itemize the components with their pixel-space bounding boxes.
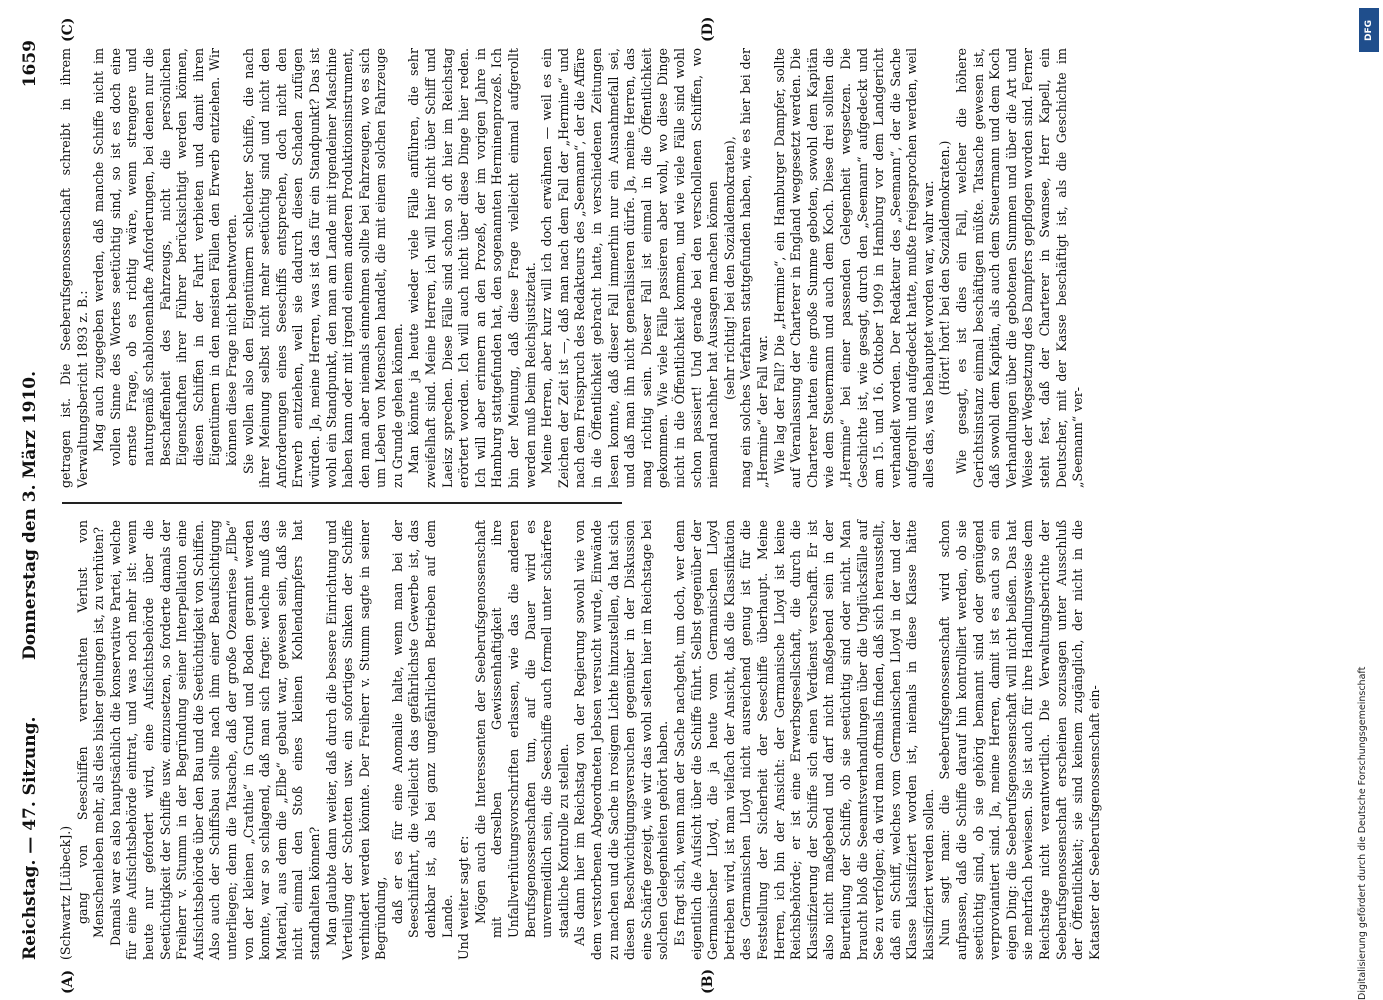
paragraph: (sehr richtig! bei den Sozialdemokraten), — [721, 136, 737, 400]
digitization-note — [1357, 10, 1379, 1000]
paragraph: Als dann hier im Reichstag von der Regierung sowohl wie von dem verstorbenen Abgeordneten Jebsen versucht wurde, Einwände zu machen und die Sache in rosigem Lichte hinzustellen, da hat sich diesen Beschwichtigungsversuchen gegenüber in der Diskussion eine Schärfe gezeigt, wie wir das wohl selten hier im Reichstage bei solchen Gelegenheiten gehört haben. — [572, 520, 671, 960]
margin-mark-a: (A) — [60, 969, 76, 994]
margin-mark-b: (B) — [700, 968, 716, 994]
header-date: Donnerstag den 3. März 1910. — [20, 370, 40, 660]
paragraph: daß er es für eine Anomalie halte, wenn man bei der Seeschiffahrt, die vielleicht das gefährlichste Gewerbe ist, das denkbar ist, als bei ganz ungefährlichen Betrieben auf dem Lande. — [389, 520, 455, 938]
paragraph: Es fragt sich, wenn man der Sache nachgeht, um doch, wer denn eigentlich die Aufsicht über die Schiffe führt. Selbst gegenüber der Germanischer Lloyd, die ja heute vom Germanischen Lloyd betrieben wird, ist man vielfach der Ansicht, daß die Klassifikation des Germanischen Lloyd nicht ausreichend genug ist für die Feststellung der Sicherheit der Seeschiffe überhaupt. Meine Herren, ich bin der Ansicht: der Germanische Lloyd ist keine Reichsbehörde; er ist eine Erwerbsgesellschaft, die durch die Klassifizierung der Schiffe sich einen Verdienst verschafft. Er ist also nicht maßgebend und darf nicht maßgebend sein in der Beurteilung der Schiffe, ob sie seetüchtig sind oder nicht. Man braucht bloß die Seeamtsverhandlungen über die Unglücksfälle auf See zu verfolgen; da wird man oftmals finden, daß sich herausstellt, daß ein Schiff, welches vom Germanischen Lloyd in der und der Klasse klassifiziert worden ist, niemals in diese Klasse hätte klassifiziert werden sollen. — [671, 520, 936, 960]
page-header — [12, 40, 52, 960]
paragraph: Man glaubte dann weiter, daß durch die bessere Einrichtung und Verteilung der Schotten usw. ein sofortiges Sinken der Schiffe verhindert werden könnte. Der Freiherr v. Stumm sagte in seiner Begründung, — [323, 520, 389, 960]
page-number: 1659 — [20, 40, 40, 88]
digitization-text: Digitalisierung gefördert durch die Deutsche Forschungsgemeinschaft — [1357, 666, 1368, 1000]
paragraph: Meine Herren, aber kurz will ich doch erwähnen — weil es ein Zeichen der Zeit ist —, daß man nach dem Fall der „Hermine“ und nach dem Freispruch des Redakteurs des „Seemann“, der die Affäre in die Öffentlichkeit gebracht hatte, in verschiedenen Zeitungen lesen konnte, daß dieser Fall immerhin nur ein Ausnahmefall sei, und daß man ihn nicht generalisieren dürfe. Ja, meine Herren, das mag richtig sein. Dieser Fall ist einmal in die Öffentlichkeit gekommen. Wie viele Fälle passieren aber wohl, wo diese Dinge nicht in die Öffentlichkeit kommen, und wie viele Fälle sind wohl schon passiert! Und gerade bei den verschollenen Schiffen, wo niemand nachher hat Aussagen machen können — [539, 48, 721, 488]
paragraph: Nun sagt man: die Seeberufsgenossenschaft wird schon aufpassen, daß die Schiffe darauf hin kontrolliert werden, ob sie seetüchtig sind, ob sie gehörig bemannt sind oder genügend verproviantiert sind. Ja, meine Herren, damit ist es auch so ein eigen Ding: die Seeberufsgenossenschaft will nicht beißen. Das hat sie mehrfach bewiesen. Sie ist auch für ihre Handlungsweise dem Reichstage nicht verantwortlich. Die Verwaltungsberichte der Seeberufsgenossenschaft erscheinen sozusagen unter Ausschluß der Öffentlichkeit; sie sind keinem zugänglich, der nicht in die Kataster der Seeberufsgenossenschaft ein- — [937, 520, 1102, 960]
dfg-logo: DFG — [1359, 8, 1379, 52]
paragraph: getragen ist. Die Seeberufsgenossenschaft schreibt in ihrem Verwaltungsbericht 1893 z. B.: — [58, 48, 90, 488]
paragraph: Wie lag der Fall? Die „Hermine“, ein Hamburger Dampfer, sollte auf Veranlassung der Charterer in England weggesetzt werden. Die Charterer hatten eine große Summe geboten, sowohl dem Kapitän wie dem Steuermann und auch dem Koch. Diese drei sollten die „Hermine“ bei einer passenden Gelegenheit wegsetzen. Die Geschichte ist, wie gesagt, durch den „Seemann“ aufgedeckt und am 15. und 16. Oktober 1909 in Hamburg vor dem Landgericht verhandelt worden. Der Redakteur des „Seemann“, der die Sache aufgerollt und aufgedeckt hatte, mußte freigesprochen werden, weil alles das, was behauptet worden war, wahr war. — [771, 48, 936, 488]
paragraph: Sie wollen also den Eigentümern schlechter Schiffe, die nach ihrer Meinung selbst nicht mehr seetüchtig sind und nicht den Anforderungen eines Seeschiffs entsprechen, doch nicht den Erwerb entziehen, weil sie dadurch diesen Schaden zufügen würden. Ja, meine Herren, was ist das für ein Standpunkt? Das ist wohl ein Standpunkt, den man am Lande mit irgendeiner Maschine haben kann oder mit irgend einem anderen Produktionsinstrument, den man aber niemals einnehmen sollte bei Fahrzeugen, wo es sich um Leben von Menschen handelt, die mit einem solchen Fahrzeuge zu Grunde gehen können. — [240, 48, 405, 488]
paragraph: Mag auch zugegeben werden, daß manche Schiffe nicht im vollen Sinne des Wortes seetüchtig sind, so ist es doch eine ernste Frage, ob es richtig wäre, wenn strengere und naturgemäß schablonenhafte Anforderungen, bei denen nur die Beschaffenheit des Fahrzeugs, nicht die persönlichen Eigenschaften ihrer Führer berücksichtigt werden können, diesen Schiffen in der Fahrt verbieten und damit ihren Eigentümern in den meisten Fällen den Erwerb entziehen. Wir können diese Frage nicht beantworten. — [91, 48, 239, 466]
paragraph: Und weiter sagt er: — [456, 835, 472, 960]
paragraph: Mögen auch die Interessenten der Seeberufsgenossenschaft mit derselben Gewissenhaftigkeit ihre Unfallverhütungsvorschriften erlassen, wie das die anderen Berufsgenossenschaften tun, auf die Dauer wird es unvermeidlich sein, die Seeschiffe auch formell unter schärfere staatliche Kontrolle zu stellen. — [472, 520, 571, 938]
paragraph: Wie gesagt, es ist dies ein Fall, welcher die höhere Gerichtsinstanz einmal beschäftigen müßte. Tatsache gewesen ist, daß sowohl dem Kapitän, als auch dem Steuermann und dem Koch Verhandlungen über die gebotenen Summen und über die Art und Weise der Wegsetzung des Dampfers gepflogen worden sind. Ferner steht fest, daß der Charterer in Swansee, Herr Kapell, ein Deutscher, mit der Kasse beschäftigt ist, als die Geschichte im „Seemann“ ver- — [954, 48, 1086, 488]
paragraph: Damals war es also hauptsächlich die konservative Partei, welche für eine Aufsichtsbehörde eintrat, und was noch mehr ist: wenn heute nur gefordert wird, eine Aufsichtsbehörde über die Seetüchtigkeit der Schiffe usw. einzusetzen, so forderte damals der Freiherr v. Stumm in der Begründung seiner Interpellation eine Aufsichtsbehörde über den Bau und die Seetüchtigkeit von Schiffen. Also auch der Schiffsbau sollte nach ihm einer Beaufsichtigung unterliegen; denn die Tatsache, daß der große Ozeanriese „Elbe“ von der kleinen „Crathie“ in Grund und Boden gerannt werden konnte, war so schlagend, daß man sich fragte: welche muß das Material, aus dem die „Elbe“ gebaut war, gewesen sein, daß sie nicht einmal den Stoß eines kleinen Kohlendampfers hat standhalten können? — [107, 520, 322, 960]
left-column — [58, 520, 1103, 960]
column-divider — [62, 502, 622, 504]
paragraph: Man könnte ja heute wieder viele Fälle anführen, die sehr zweifelhaft sind. Meine Herren, ich will hier nicht über Schiff und Laeisz sprechen. Diese Fälle sind schon so oft hier im Reichstag erörtert worden. Ich will auch nicht über diese Dinge hier reden. Ich will aber erinnern an den Prozeß, der im vorigen Jahre in Hamburg stattgefunden hat, den sogenannten Herminenprozeß. Ich bin der Meinung, daß diese Frage vielleicht einmal aufgerollt werden muß beim Reichsjustizetat. — [406, 48, 538, 488]
margin-mark-d: (D) — [700, 16, 716, 42]
paragraph: (Hört! hört! bei den Sozialdemokraten.) — [937, 140, 953, 396]
header-left: Reichstag. — 47. Sitzung. — [20, 716, 40, 960]
paragraph: gang von Seeschiffen verursachten Verlust von Menschenleben mehr, als dies bisher gelungen ist, zu verhüten? — [74, 520, 107, 938]
paragraph: mag ein solches Verfahren stattgefunden haben, wie es hier bei der „Hermine“ der Fall war. — [738, 48, 770, 488]
paragraph: (Schwartz [Lübeck].) — [58, 825, 73, 960]
right-column — [58, 48, 1087, 488]
margin-mark-c: (C) — [60, 17, 76, 42]
